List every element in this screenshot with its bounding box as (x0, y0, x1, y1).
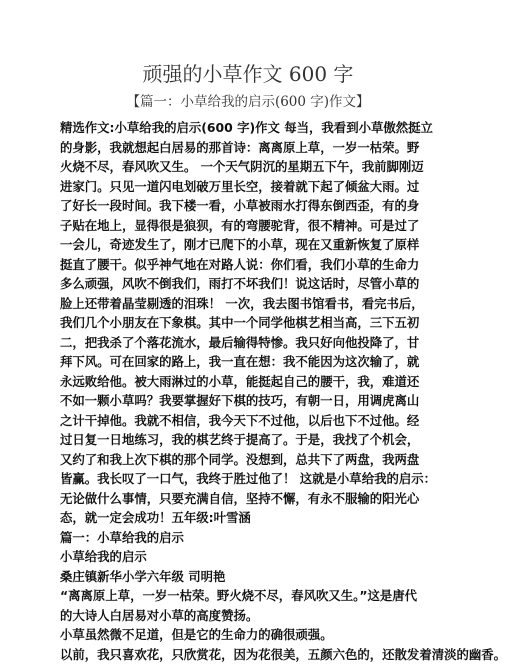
text-line: 我们几个小朋友在下象棋。其中一个同学他棋艺相当高，三下五初 (60, 313, 478, 333)
text-line: 拜下风。可在回家的路上，我一直在想：我不能因为这次输了，就 (60, 352, 478, 372)
text-line: 皆赢。我长叹了一口气，我终于胜过他了！ 这就是小草给我的启示： (60, 469, 478, 489)
text-line: 之计干掉他。我就不相信，我今天下不过他，以后也下不过他。经 (60, 411, 478, 431)
text-line: 进家门。只见一道闪电划破万里长空，接着就下起了倾盆大雨。过 (60, 177, 478, 197)
text-line: 的大诗人白居易对小草的高度赞扬。 (60, 606, 478, 626)
text-line: 挺直了腰干。似乎神气地在对路人说：你们看，我们小草的生命力 (60, 255, 478, 275)
text-line: 永远败给他。被大雨淋过的小草，能挺起自己的腰干，我，难道还 (60, 372, 478, 392)
text-line: 精选作文:小草给我的启示(600 字)作文 每当，我看到小草傲然挺立 (60, 118, 478, 138)
text-line: 态，就一定会成功！五年级:叶雪涵 (60, 508, 478, 528)
section-subtitle: 【篇一：小草给我的启示(600 字)作文】 (0, 90, 496, 110)
article-body (60, 118, 478, 664)
text-line: 火烧不尽，春风吹又生。 一个天气阴沉的星期五下午，我前脚刚迈 (60, 157, 478, 177)
text-line: 以前，我只喜欢花，只欣赏花，因为花很美，五颜六色的，还散发着清淡的幽香。 (60, 645, 478, 664)
article-title: 小草给我的启示 (60, 547, 478, 567)
text-line: 小草虽然微不足道，但是它的生命力的确很顽强。 (60, 625, 478, 645)
text-line: 又约了和我上次下棋的那个同学。没想到，总共下了两盘，我两盘 (60, 450, 478, 470)
text-line: 了好长一段时间。我下楼一看，小草被雨水打得东倒西歪，有的身 (60, 196, 478, 216)
text-line: 多么顽强，风吹不倒我们，雨打不坏我们！说这话时，尽管小草的 (60, 274, 478, 294)
author-line: 桑庄镇新华小学六年级 司明艳 (60, 567, 478, 587)
text-line: 一会儿，奇迹发生了，刚才已爬下的小草，现在又重新恢复了原样 (60, 235, 478, 255)
text-line: 脸上还带着晶莹剔透的泪珠！ 一次，我去图书馆看书，看完书后， (60, 294, 478, 314)
section-heading: 篇一：小草给我的启示 (60, 528, 478, 548)
document-title: 顽强的小草作文 600 字 (0, 58, 496, 87)
text-line: 无论做什么事情，只要充满自信，坚持不懈，有永不服输的阳光心 (60, 489, 478, 509)
text-line: “离离原上草，一岁一枯荣。野火烧不尽，春风吹又生。”这是唐代 (60, 586, 478, 606)
text-line: 不如一颗小草吗？我要掌握好下棋的技巧，有朝一日，用调虎离山 (60, 391, 478, 411)
text-line: 二，把我杀了个落花流水，最后输得特惨。我只好向他投降了，甘 (60, 333, 478, 353)
text-line: 过日复一日地练习，我的棋艺终于提高了。于是，我找了个机会， (60, 430, 478, 450)
text-line: 子贴在地上，显得很是狼狈，有的弯腰驼背，很不精神。可是过了 (60, 216, 478, 236)
text-line: 的身影，我就想起白居易的那首诗：离离原上草，一岁一枯荣。野 (60, 138, 478, 158)
